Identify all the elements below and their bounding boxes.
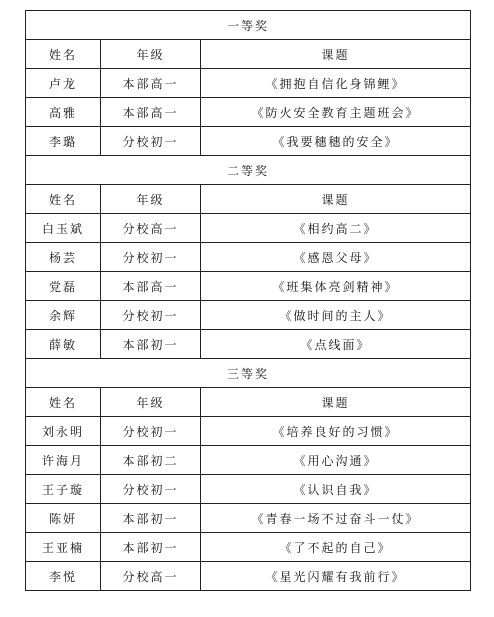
section-title: 二等奖 — [26, 156, 471, 185]
topic-cell: 《认识自我》 — [201, 475, 471, 504]
grade-cell: 分校初一 — [101, 127, 201, 156]
name-cell: 刘永明 — [26, 417, 101, 446]
grade-cell: 本部初二 — [101, 446, 201, 475]
topic-cell: 《防火安全教育主题班会》 — [201, 98, 471, 127]
table-row — [26, 98, 471, 127]
header-topic: 课题 — [201, 388, 471, 417]
table-row — [26, 533, 471, 562]
header-row — [26, 185, 471, 214]
name-cell: 许海月 — [26, 446, 101, 475]
topic-cell: 《点线面》 — [201, 330, 471, 359]
award-table-body — [26, 11, 471, 591]
topic-cell: 《用心沟通》 — [201, 446, 471, 475]
name-cell: 陈妍 — [26, 504, 101, 533]
name-cell: 余辉 — [26, 301, 101, 330]
grade-cell: 分校高一 — [101, 214, 201, 243]
table-row — [26, 417, 471, 446]
header-row — [26, 40, 471, 69]
name-cell: 王子璇 — [26, 475, 101, 504]
grade-cell: 本部初一 — [101, 504, 201, 533]
section-title-row — [26, 156, 471, 185]
topic-cell: 《了不起的自己》 — [201, 533, 471, 562]
table-row — [26, 69, 471, 98]
grade-cell: 分校初一 — [101, 417, 201, 446]
name-cell: 王亚楠 — [26, 533, 101, 562]
name-cell: 卢龙 — [26, 69, 101, 98]
header-grade: 年级 — [101, 40, 201, 69]
header-name: 姓名 — [26, 185, 101, 214]
name-cell: 党磊 — [26, 272, 101, 301]
table-row — [26, 214, 471, 243]
topic-cell: 《培养良好的习惯》 — [201, 417, 471, 446]
table-row — [26, 330, 471, 359]
name-cell: 李璐 — [26, 127, 101, 156]
header-topic: 课题 — [201, 40, 471, 69]
table-row — [26, 301, 471, 330]
name-cell: 薛敏 — [26, 330, 101, 359]
grade-cell: 本部高一 — [101, 272, 201, 301]
name-cell: 白玉斌 — [26, 214, 101, 243]
table-row — [26, 446, 471, 475]
table-row — [26, 127, 471, 156]
grade-cell: 本部高一 — [101, 98, 201, 127]
table-row — [26, 243, 471, 272]
table-row — [26, 272, 471, 301]
name-cell: 李悦 — [26, 562, 101, 591]
grade-cell: 本部初一 — [101, 533, 201, 562]
grade-cell: 分校初一 — [101, 243, 201, 272]
section-title: 三等奖 — [26, 359, 471, 388]
topic-cell: 《感恩父母》 — [201, 243, 471, 272]
table-row — [26, 504, 471, 533]
section-title-row — [26, 11, 471, 40]
topic-cell: 《我要穗穗的安全》 — [201, 127, 471, 156]
section-title-row — [26, 359, 471, 388]
award-table — [25, 10, 471, 591]
grade-cell: 分校初一 — [101, 475, 201, 504]
table-row — [26, 475, 471, 504]
name-cell: 杨芸 — [26, 243, 101, 272]
topic-cell: 《青春一场不过奋斗一仗》 — [201, 504, 471, 533]
topic-cell: 《班集体亮剑精神》 — [201, 272, 471, 301]
table-row — [26, 562, 471, 591]
topic-cell: 《做时间的主人》 — [201, 301, 471, 330]
grade-cell: 本部初一 — [101, 330, 201, 359]
grade-cell: 分校高一 — [101, 562, 201, 591]
topic-cell: 《相约高二》 — [201, 214, 471, 243]
header-grade: 年级 — [101, 388, 201, 417]
grade-cell: 本部高一 — [101, 69, 201, 98]
header-name: 姓名 — [26, 388, 101, 417]
name-cell: 高雅 — [26, 98, 101, 127]
grade-cell: 分校初一 — [101, 301, 201, 330]
header-grade: 年级 — [101, 185, 201, 214]
topic-cell: 《星光闪耀有我前行》 — [201, 562, 471, 591]
topic-cell: 《拥抱自信化身锦鲤》 — [201, 69, 471, 98]
header-row — [26, 388, 471, 417]
header-name: 姓名 — [26, 40, 101, 69]
section-title: 一等奖 — [26, 11, 471, 40]
header-topic: 课题 — [201, 185, 471, 214]
